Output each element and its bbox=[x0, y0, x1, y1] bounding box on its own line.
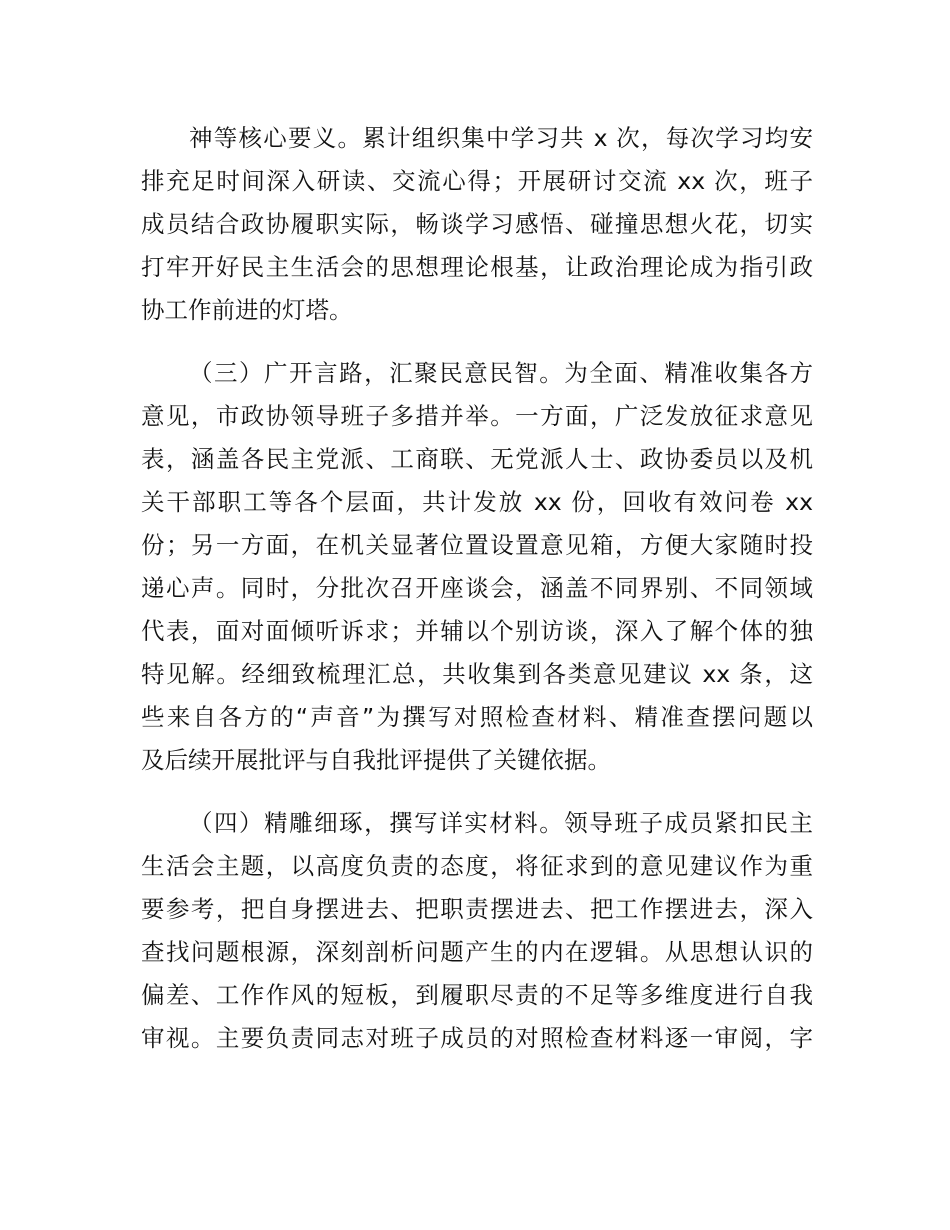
paragraph-section-four bbox=[141, 802, 813, 1060]
text-line: 份；另一方面，在机关显著位置设置意见箱，方便大家随时投 bbox=[141, 531, 813, 559]
section-heading-line: （三）广开言路，汇聚民意民智。为全面、精准收集各方 bbox=[189, 359, 813, 387]
text-line: 生活会主题，以高度负责的态度，将征求到的意见建议作为重 bbox=[141, 852, 813, 880]
text-line: 些来自各方的“声音”为撰写对照检查材料、精准查摆问题以 bbox=[141, 703, 813, 731]
text-line: 意见，市政协领导班子多措并举。一方面，广泛发放征求意见 bbox=[141, 402, 813, 430]
text-line: 递心声。同时，分批次召开座谈会，涵盖不同界别、不同领域 bbox=[141, 574, 813, 602]
document-body bbox=[141, 117, 813, 1060]
text-line: 及后续开展批评与自我批评提供了关键依据。 bbox=[141, 746, 611, 774]
text-line: 表，涵盖各民主党派、工商联、无党派人士、政协委员以及机 bbox=[141, 445, 813, 473]
paragraph-section-three bbox=[141, 352, 813, 782]
text-line: 排充足时间深入研读、交流心得；开展研讨交流 xx 次，班子 bbox=[141, 167, 813, 195]
paragraph-spacer bbox=[141, 332, 813, 352]
text-line: 代表，面对面倾听诉求；并辅以个别访谈，深入了解个体的独 bbox=[141, 617, 813, 645]
text-line: 打牢开好民主生活会的思想理论根基，让政治理论成为指引政 bbox=[141, 253, 813, 281]
paragraph-continuation bbox=[141, 117, 813, 332]
text-line: 协工作前进的灯塔。 bbox=[141, 296, 353, 324]
text-line: 要参考，把自身摆进去、把职责摆进去、把工作摆进去，深入 bbox=[141, 895, 813, 923]
text-line: 成员结合政协履职实际，畅谈学习感悟、碰撞思想火花，切实 bbox=[141, 210, 813, 238]
text-line: 偏差、工作作风的短板，到履职尽责的不足等多维度进行自我 bbox=[141, 981, 813, 1009]
text-line: 查找问题根源，深刻剖析问题产生的内在逻辑。从思想认识的 bbox=[141, 938, 813, 966]
text-line: 审视。主要负责同志对班子成员的对照检查材料逐一审阅，字 bbox=[141, 1024, 813, 1052]
paragraph-spacer bbox=[141, 782, 813, 802]
section-heading-line: （四）精雕细琢，撰写详实材料。领导班子成员紧扣民主 bbox=[189, 809, 813, 837]
text-line: 关干部职工等各个层面，共计发放 xx 份，回收有效问卷 xx bbox=[141, 488, 813, 516]
text-line: 特见解。经细致梳理汇总，共收集到各类意见建议 xx 条，这 bbox=[141, 660, 813, 688]
text-line: 神等核心要义。累计组织集中学习共 x 次，每次学习均安 bbox=[189, 124, 813, 152]
